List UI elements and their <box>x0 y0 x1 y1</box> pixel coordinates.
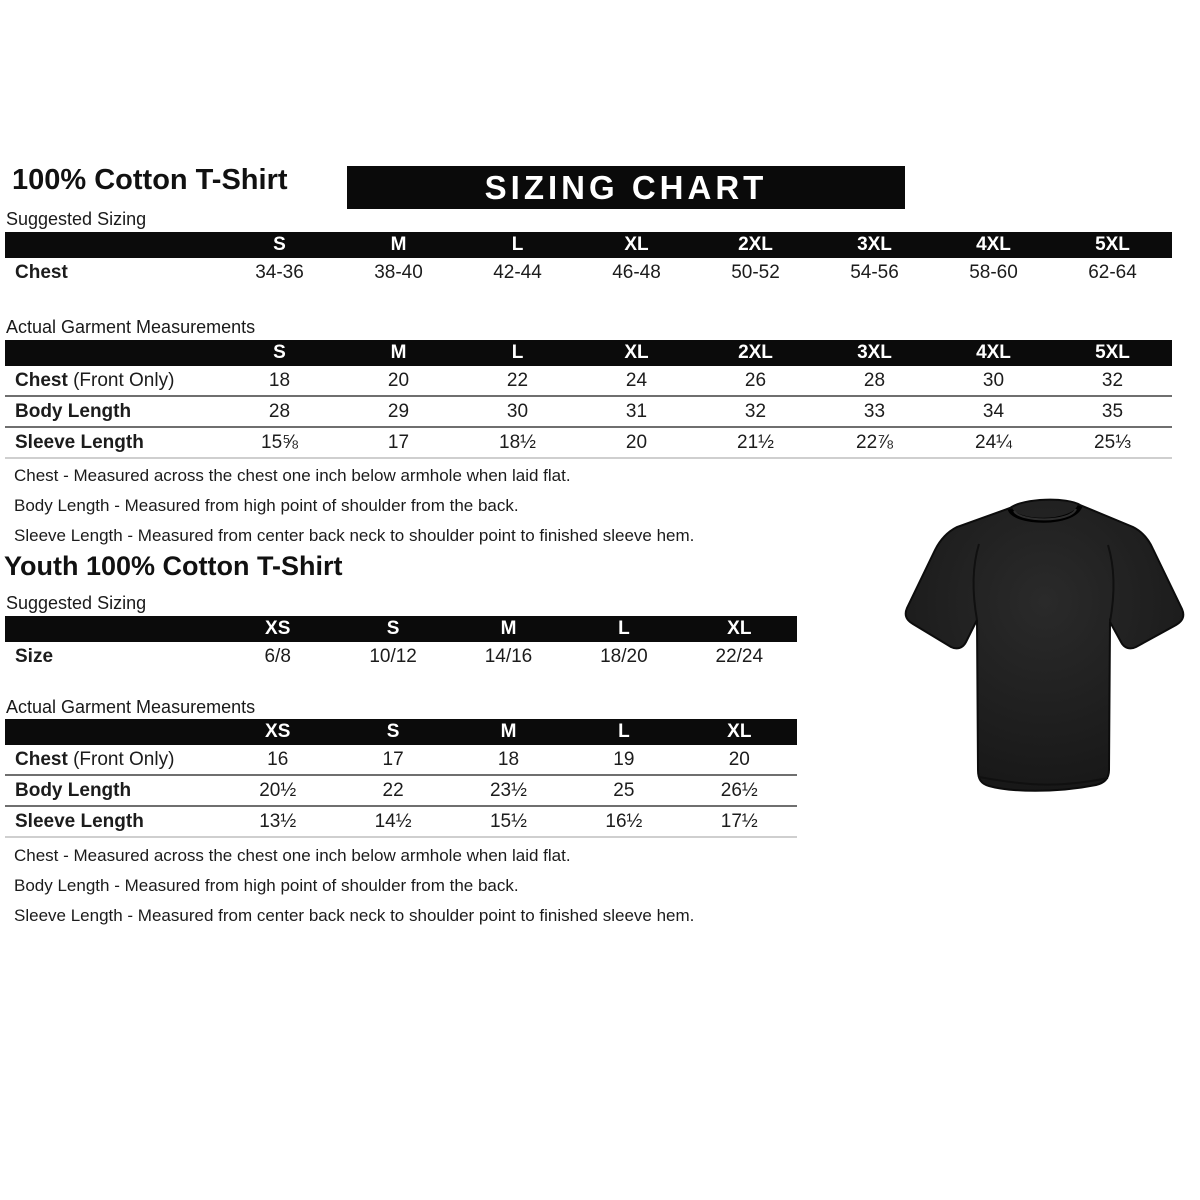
table-cell: 34-36 <box>255 261 304 283</box>
table-cell: 30 <box>458 396 577 427</box>
row-label-suffix: (Front Only) <box>67 369 175 391</box>
adult-actual-measurements-table <box>5 340 1172 459</box>
table-cell: 18½ <box>458 427 577 458</box>
table-row-sleeve-length <box>5 427 1172 458</box>
table-cell: 16½ <box>566 806 681 837</box>
table-cell: 18 <box>268 369 291 391</box>
youth-suggested-sizing-label: Suggested Sizing <box>6 593 147 613</box>
adult-suggested-sizing-table <box>5 232 1172 287</box>
column-header: 4XL <box>934 340 1053 366</box>
table-cell: 34 <box>934 396 1053 427</box>
column-header: L <box>458 340 577 366</box>
table-cell: 62-64 <box>1088 261 1137 283</box>
column-header: M <box>339 340 458 366</box>
adult-suggested-header-row <box>5 232 1172 258</box>
table-cell: 22 <box>506 369 529 391</box>
row-label-text: Chest <box>15 748 68 770</box>
black-tshirt-image <box>893 472 1198 812</box>
row-label: Size <box>15 645 54 667</box>
sizing-chart-banner: SIZING CHART <box>347 166 905 209</box>
row-label-suffix: (Front Only) <box>67 748 175 770</box>
adult-measurement-notes <box>14 461 694 551</box>
table-cell: 18 <box>497 748 520 770</box>
table-row-chest <box>5 745 797 775</box>
youth-actual-measurements-label: Actual Garment Measurements <box>6 697 256 717</box>
column-header: L <box>458 232 577 258</box>
table-cell: 22 <box>335 775 450 806</box>
table-cell: 29 <box>339 396 458 427</box>
page-title: 100% Cotton T-Shirt <box>12 164 288 196</box>
column-header: XL <box>682 719 797 745</box>
column-header: 2XL <box>696 340 815 366</box>
table-cell: 46-48 <box>612 261 661 283</box>
table-cell: 17½ <box>682 806 797 837</box>
youth-suggested-sizing-table <box>5 616 797 671</box>
table-cell: 16 <box>267 748 289 770</box>
column-header: XL <box>577 232 696 258</box>
youth-actual-header-row <box>5 719 797 745</box>
youth-measurement-notes <box>14 841 694 931</box>
table-cell: 28 <box>220 396 339 427</box>
table-cell: 24¼ <box>934 427 1053 458</box>
corner-cell <box>5 232 220 258</box>
column-header: 4XL <box>934 232 1053 258</box>
corner-cell <box>5 616 220 642</box>
row-label <box>5 745 220 775</box>
column-header: S <box>335 719 450 745</box>
row-label: Body Length <box>5 775 220 806</box>
table-cell: 17 <box>339 427 458 458</box>
column-header: XL <box>682 616 797 642</box>
row-label: Sleeve Length <box>5 427 220 458</box>
column-header: 2XL <box>696 232 815 258</box>
column-header: S <box>220 340 339 366</box>
row-label: Chest <box>15 261 68 283</box>
column-header: 3XL <box>815 340 934 366</box>
table-cell: 58-60 <box>969 261 1018 283</box>
adult-suggested-sizing-label: Suggested Sizing <box>6 209 147 229</box>
column-header: S <box>335 616 450 642</box>
table-cell: 23½ <box>451 775 566 806</box>
table-cell: 25 <box>566 775 681 806</box>
table-row-size <box>5 642 797 671</box>
youth-section-title: Youth 100% Cotton T-Shirt <box>4 551 343 581</box>
column-header: M <box>451 616 566 642</box>
column-header: L <box>566 616 681 642</box>
table-cell: 18/20 <box>600 645 648 667</box>
table-cell: 14/16 <box>484 645 533 667</box>
row-label-text: Chest <box>15 369 68 391</box>
table-cell: 6/8 <box>264 645 291 667</box>
table-cell: 26 <box>744 369 767 391</box>
note-sleeve-length: Sleeve Length - Measured from center back neck to shoulder point to finished sleeve hem. <box>14 906 695 925</box>
table-cell: 25⅓ <box>1053 427 1172 458</box>
table-cell: 33 <box>815 396 934 427</box>
table-cell: 32 <box>696 396 815 427</box>
table-cell: 21½ <box>696 427 815 458</box>
tshirt-body <box>906 500 1184 791</box>
adult-actual-header-row <box>5 340 1172 366</box>
table-cell: 22⅞ <box>815 427 934 458</box>
youth-actual-measurements-table <box>5 719 797 838</box>
note-sleeve-length: Sleeve Length - Measured from center back neck to shoulder point to finished sleeve hem. <box>14 526 695 545</box>
note-body-length: Body Length - Measured from high point of shoulder from the back. <box>14 876 519 895</box>
table-cell: 31 <box>577 396 696 427</box>
table-cell: 13½ <box>220 806 335 837</box>
adult-actual-measurements-label: Actual Garment Measurements <box>6 317 256 337</box>
table-cell: 28 <box>863 369 886 391</box>
column-header: M <box>339 232 458 258</box>
note-body-length: Body Length - Measured from high point of shoulder from the back. <box>14 496 519 515</box>
column-header: XS <box>220 616 335 642</box>
corner-cell <box>5 719 220 745</box>
table-cell: 30 <box>982 369 1005 391</box>
table-cell: 19 <box>613 748 635 770</box>
table-cell: 14½ <box>335 806 450 837</box>
table-row-sleeve-length <box>5 806 797 837</box>
table-cell: 24 <box>625 369 648 391</box>
note-chest: Chest - Measured across the chest one inch below armhole when laid flat. <box>14 846 571 865</box>
table-row <box>5 258 1172 287</box>
table-row-body-length <box>5 396 1172 427</box>
note-chest: Chest - Measured across the chest one inch below armhole when laid flat. <box>14 466 571 485</box>
table-cell: 35 <box>1053 396 1172 427</box>
row-label <box>5 366 220 396</box>
table-row-chest <box>5 366 1172 396</box>
table-row-body-length <box>5 775 797 806</box>
column-header: 5XL <box>1053 232 1172 258</box>
table-cell: 42-44 <box>493 261 542 283</box>
table-cell: 38-40 <box>374 261 423 283</box>
column-header: S <box>220 232 339 258</box>
table-cell: 20 <box>577 427 696 458</box>
table-cell: 10/12 <box>369 645 417 667</box>
column-header: M <box>451 719 566 745</box>
table-cell: 17 <box>382 748 404 770</box>
column-header: 5XL <box>1053 340 1172 366</box>
table-cell: 20 <box>387 369 410 391</box>
table-cell: 32 <box>1101 369 1124 391</box>
column-header: XL <box>577 340 696 366</box>
column-header: XS <box>220 719 335 745</box>
row-label: Sleeve Length <box>5 806 220 837</box>
column-header: 3XL <box>815 232 934 258</box>
table-cell: 26½ <box>682 775 797 806</box>
table-cell: 20½ <box>220 775 335 806</box>
table-cell: 22/24 <box>715 645 764 667</box>
table-cell: 50-52 <box>731 261 780 283</box>
table-cell: 15½ <box>451 806 566 837</box>
table-cell: 15⅝ <box>220 427 339 458</box>
youth-suggested-header-row <box>5 616 797 642</box>
column-header: L <box>566 719 681 745</box>
table-cell: 54-56 <box>850 261 899 283</box>
corner-cell <box>5 340 220 366</box>
table-cell: 20 <box>728 748 750 770</box>
row-label: Body Length <box>5 396 220 427</box>
